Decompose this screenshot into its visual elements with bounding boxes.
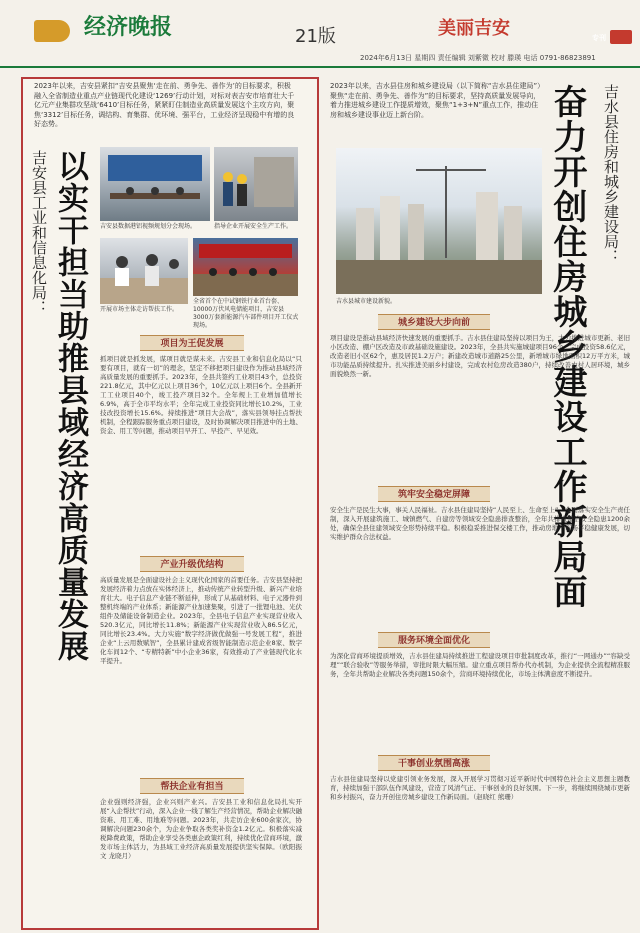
left-section-body-projects: 抓项目就是抓发展，谋项目就是谋未来。吉安县工业和信息化局以“只要有项目，就有一切”的理念，坚定不移把项目建设作为推动县域经济高质量发展的重要抓手。2023年，全县共签约工业项目43个，总投资221.8亿元，其中亿元以上项目36个，10亿元以上项目6个。全县新开工工业项目40个，竣工投产项目32个。全年规上工业增加值增长6.9%，高于全市平均水平；全年完成工业投资同比增长10.2%，工业技改投资增长15.6%。持续推进“项目大会战”，落实县领导挂点帮扶机制，全程跟踪服务重点项目建设，及时协调解决项目推进中的土地、资金、用工等问题，推动项目早开工、早投产、早见效。 — [100, 355, 302, 435]
page-header — [0, 0, 640, 70]
right-subheadline: 吉水县住房和城乡建设局： — [602, 84, 620, 264]
masthead-logo: 经济晚报 — [84, 14, 173, 40]
caption-safety-check: 指导企业开展安全生产工作。 — [214, 223, 293, 230]
left-article-lead: 2023年以来，吉安县紧扣“吉安县聚焦‘走在前、勇争先、善作为’的目标要求，积极融入全省制造业重点产业链现代化建设‘1269’行动计划，对标对表吉安市培育壮大千亿元产业集群攻坚战‘6410’目标任务，紧紧盯住制造业高质量发展这个主攻方向，聚焦‘3312’目标任务，调结构、育集群、优环境、强平台，工业经济呈现稳中有增的良好态势。 — [34, 82, 295, 128]
supplement-badge — [610, 30, 632, 44]
right-section-body-morale: 吉水县住建局坚持以党建引领业务发展，深入开展学习贯彻习近平新时代中国特色社会主义思想主题教育，持续加强干部队伍作风建设，营造了风清气正、干事创业的良好氛围。下一步，将继续围绕城市更新和乡村振兴，奋力开创住房城乡建设工作新局面。（赵晓红 熊珊） — [330, 775, 630, 801]
photo-meeting — [100, 147, 210, 221]
right-section-body-service: 为深化营商环境提质增效，吉水县住建局持续推进工程建设项目审批制度改革，推行“一网通办”“容缺受理”“联合验收”等服务举措，审批时限大幅压缩。建立重点项目帮办代办机制，为企业提供全流程精准服务，全年共帮助企业解决各类问题150余个，营商环境持续优化，市场主体满意度不断提升。 — [330, 652, 630, 678]
right-section-body-construction: 项目建设是推动县域经济快速发展的重要抓手。吉水县住建局坚持以项目为王，大力推进城市更新、老旧小区改造、棚户区改造及市政基础设施建设。2023年，全县共实施城建项目96个，完成投资58.6亿元，改造老旧小区62个，惠及居民1.2万户；新建改造城市道路25公里，新增城市绿地面积12万平方米，城市功能品质持续提升。扎实推进美丽乡村建设，完成农村危房改造380户，持续改善农村人居环境，城乡面貌焕然一新。 — [330, 334, 630, 378]
right-section-body-safety: 安全生产是民生大事，事关人民福祉。吉水县住建局坚持“人民至上、生命至上”，全面落实安全生产责任制，深入开展建筑施工、城镇燃气、自建房等领域安全隐患排查整治，全年共排查整治安全隐患1200余处，确保全县住建领域安全形势持续平稳。积极稳妥推进保交楼工作，推动房地产市场平稳健康发展，切实维护群众合法权益。 — [330, 506, 630, 541]
factory-photo-icon — [214, 147, 298, 221]
left-headline: 以实干担当助推县域经济高质量发展 — [52, 150, 88, 662]
caption-meeting: 吉安县数据港铝视频规划分会现场。 — [100, 223, 197, 230]
right-headline: 奋力开创住房城乡建设工作新局面 — [547, 84, 587, 609]
left-section-heading-enterprise: 帮扶企业有担当 — [140, 778, 244, 794]
meeting-photo-icon — [100, 147, 210, 221]
photo-safety-check — [214, 147, 298, 221]
header-divider — [0, 66, 640, 68]
right-section-heading-service: 服务环境全面优化 — [378, 632, 490, 648]
trumpet-logo-icon — [34, 20, 70, 42]
city-photo-icon — [336, 148, 542, 294]
left-subheadline: 吉安县工业和信息化局： — [30, 150, 48, 315]
left-section-body-enterprise: 企业强则经济强，企业兴则产业兴。吉安县工业和信息化局扎实开展“入企帮扶”行动，深入企业一线了解生产经营情况，帮助企业解决融资难、用工难、用地难等问题。2023年，共走访企业600余家次，协调解决问题230余个，为企业争取各类奖补资金1.2亿元。积极落实减税降费政策，帮助企业享受各类惠企政策红利，持续优化营商环境，激发市场主体活力，为县域工业经济高质量发展提供坚实保障。（欧阳振文 龙晓月） — [100, 798, 302, 860]
photo-groundbreaking — [193, 238, 298, 296]
caption-city-construction: 吉水县城市建设新貌。 — [336, 298, 397, 305]
left-section-heading-projects: 项目为王促发展 — [140, 335, 244, 351]
issue-meta: 2024年6月13日 星期四 责任编辑 刘紫微 校对 滕瑛 电话 0791-86823891 — [360, 54, 596, 62]
photo-visit — [100, 238, 188, 304]
left-section-body-industry: 高质量发展是全面建设社会主义现代化国家的首要任务。吉安县坚持把发展经济着力点放在实体经济上，推动传统产业转型升级、新兴产业培育壮大。电子信息产业链不断延伸，形成了从基础材料、电子元器件到整机终端的产业体系；新能源产业加速集聚，引进了一批锂电池、光伏组件及储能设备制造企业。2023年，全县电子信息产业实现营业收入520.3亿元，同比增长11.8%；新能源产业实现营业收入86.5亿元，同比增长23.4%。大力实施“数字经济做优做强一号发展工程”，推进企业“上云用数赋智”，全县累计建成省级智能制造示范企业8家、数字化车间12个、“专精特新”中小企业36家，有效推动了产业链现代化水平提升。 — [100, 576, 302, 665]
right-section-heading-safety: 筑牢安全稳定屏障 — [378, 486, 490, 502]
edition-number: 21版 — [295, 26, 336, 47]
right-article-lead: 2023年以来，吉水县住房和城乡建设局（以下简称“吉水县住建局”）聚焦“走在前、勇争先、善作为”的目标要求，坚持高质量发展导向，着力推进城乡建设工作提质增效，聚焦“1+3+N”重点工作，推动住房和城乡建设事业迈上新台阶。 — [330, 82, 541, 119]
supplement-tag: 专刊 — [592, 33, 606, 42]
left-section-heading-industry: 产业升级优结构 — [140, 556, 244, 572]
supplement-logo: 美丽吉安 — [438, 18, 510, 39]
right-section-heading-morale: 干事创业氛围高涨 — [378, 755, 490, 771]
visit-photo-icon — [100, 238, 188, 304]
right-section-heading-construction: 城乡建设大步向前 — [378, 314, 490, 330]
caption-visit: 开展市场主体走访帮扶工作。 — [100, 306, 179, 313]
ceremony-photo-icon — [193, 238, 298, 296]
photo-city-construction — [336, 148, 542, 294]
caption-groundbreaking: 全省首个在中试钢铁行业首台套、10000万伏风电储能项目，吉安县3000万套新能源汽车部件项目开工仪式现场。 — [193, 298, 299, 329]
